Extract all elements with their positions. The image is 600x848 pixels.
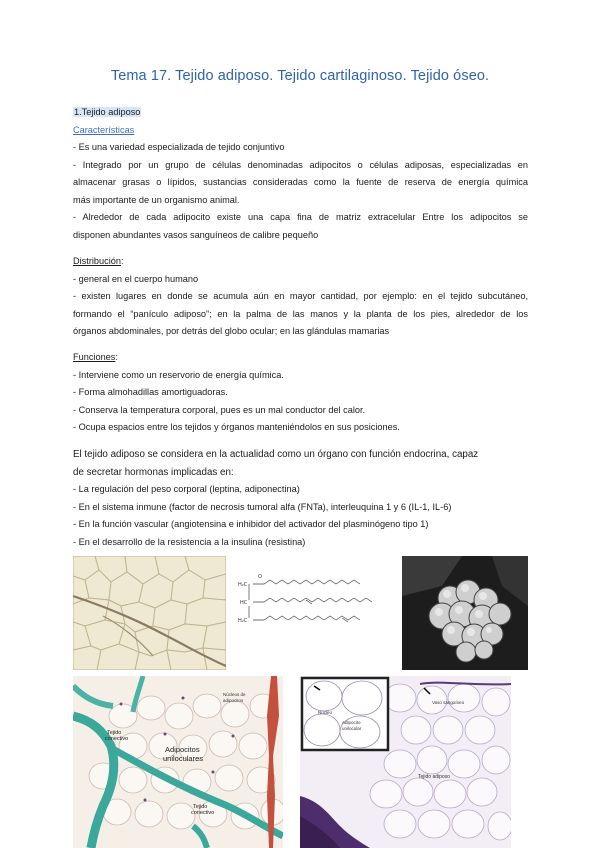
text-line: - En el sistema inmune (factor de necrosis tumoral alfa (FNTa), interleuquina 1 y 6 (IL-1, IL-6) <box>73 501 452 512</box>
heading-distribucion: Distribución <box>73 256 121 266</box>
label-uniloculares: uniloculares <box>163 754 204 763</box>
section-endocrina <box>73 446 528 551</box>
text-line: - La regulación del peso corporal (leptina, adiponectina) <box>73 484 300 494</box>
formula-hc: HC <box>240 600 248 606</box>
heading-colon: : <box>121 256 124 266</box>
label-vaso: Vaso sanguíneo <box>432 700 465 705</box>
label-tejido-top: Tejido <box>107 730 122 736</box>
page-title: Tema 17. Tejido adiposo. Tejido cartilaginoso. Tejido óseo. <box>110 68 490 84</box>
text-line: - Interviene como un reservorio de energía química. <box>73 369 284 380</box>
text-line: El tejido adiposo se considera en la actualidad como un órgano con función endocrina, capaz <box>73 449 479 460</box>
heading-colon: : <box>115 352 118 362</box>
section-caracteristicas <box>73 104 528 244</box>
text-line: - Integrado por un grupo de células denominadas adipocitos o células adiposas, especializadas en <box>73 159 528 170</box>
text-line: - Ocupa espacios entre los tejidos y órganos manteniéndolos en sus posiciones. <box>73 422 400 432</box>
text-line: - Alrededor de cada adipocito existe una capa fina de matriz extracelular Entre los adipocitos se <box>73 212 528 222</box>
triglyceride-formula-image <box>236 570 386 638</box>
formula-oxygen: O <box>258 574 262 580</box>
label-conectivo-top: conectivo <box>105 736 129 742</box>
trichrome-stain-image <box>73 676 283 848</box>
label-unilocular: unilocular <box>342 726 362 731</box>
heading-funciones: Funciones <box>73 352 116 362</box>
text-line: órganos abdominales, por detrás del globo ocular; en las glándulas mamarias <box>73 326 390 336</box>
text-line: - Es una variedad especializada de tejido conjuntivo <box>73 142 285 152</box>
sem-adipocytes-image <box>402 556 528 670</box>
section-heading: 1.Tejido adiposo <box>74 107 141 117</box>
text-line: - Conserva la temperatura corporal, pues es un mal conductor del calor. <box>73 404 366 415</box>
label-tejido-adiposo: Tejido adiposo <box>418 774 450 780</box>
he-stain-image <box>300 676 511 848</box>
section-funciones <box>73 349 528 437</box>
label-adipocito: Adipocito <box>342 720 361 725</box>
text-line: - general en el cuerpo humano <box>73 273 199 284</box>
text-line: - En la función vascular (angiotensina e inhibidor del activador del plasminógeno tipo 1) <box>73 519 429 529</box>
formula-h2c-top: H₂C <box>238 582 248 588</box>
label-nucleo: Núcleo <box>318 710 333 715</box>
label-nucleos-1: Núcleos de <box>223 692 246 697</box>
label-adipocitos: Adipocitos <box>165 745 200 754</box>
text-line: - existen lugares en donde se acumula aún en mayor cantidad, por ejemplo: en el tejido subcutáneo, <box>73 291 528 301</box>
text-line: de secretar hormonas implicadas en: <box>73 466 234 478</box>
text-line: almacenar grasas o lípidos, sustancias consideradas como la fuente de reserva de energía química <box>73 177 528 187</box>
label-conectivo-bottom: conectivo <box>191 810 215 816</box>
section-distribucion <box>73 253 528 341</box>
formula-h2c-bottom: H₂C <box>238 618 248 624</box>
text-line: formando el “panículo adiposo”; en la palma de las manos y la planta de los pies, alrededor de los <box>73 308 528 319</box>
text-line: más importante de un organismo animal. <box>73 194 240 205</box>
text-line: - Forma almohadillas amortiguadoras. <box>73 387 228 397</box>
text-line: - En el desarrollo de la resistencia a la insulina (resistina) <box>73 536 306 547</box>
adipose-micrograph-image <box>73 556 226 670</box>
label-nucleos-2: adipocitos <box>223 698 244 703</box>
text-line: disponen abundantes vasos sanguíneos de calibre pequeño <box>73 229 319 240</box>
subheading-caracteristicas[interactable]: Características <box>73 124 135 135</box>
label-tejido-bottom: Tejido <box>193 804 208 810</box>
